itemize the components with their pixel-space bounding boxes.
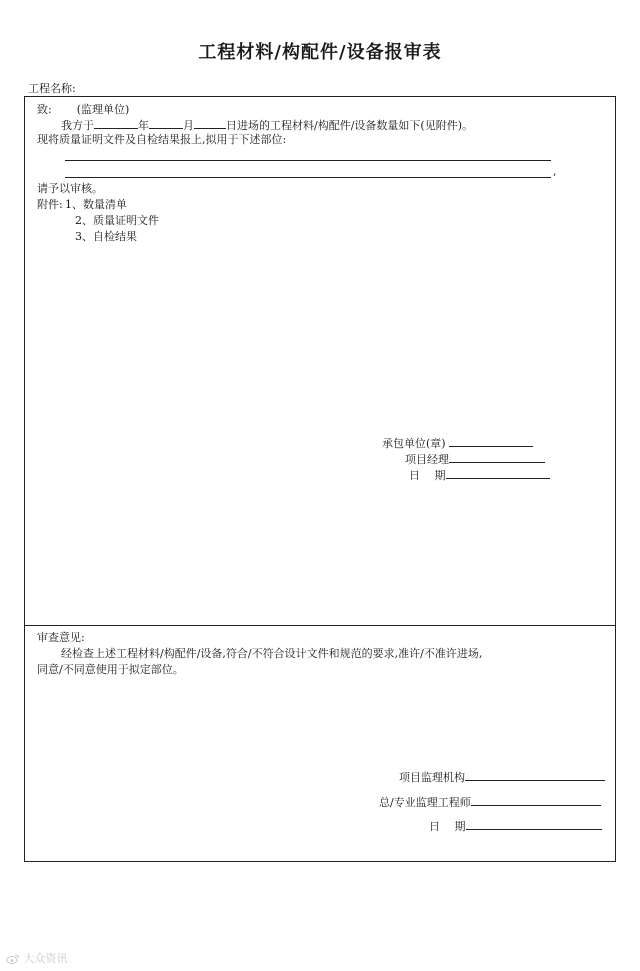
submit-line: 现将质量证明文件及自检结果报上,拟用于下述部位: bbox=[37, 133, 287, 146]
year-blank[interactable] bbox=[94, 118, 138, 129]
upper-date-row bbox=[409, 468, 550, 483]
month-blank[interactable] bbox=[149, 118, 183, 129]
engineer-field[interactable] bbox=[471, 795, 601, 806]
location-line-1[interactable] bbox=[65, 160, 551, 161]
watermark-text: 大众资讯 bbox=[23, 952, 68, 965]
location-line-2[interactable] bbox=[65, 177, 551, 178]
to-prefix: 致: bbox=[37, 103, 52, 116]
project-name-label: 工程名称: bbox=[28, 82, 76, 95]
engineer-label: 总/专业监理工程师 bbox=[379, 796, 471, 809]
attachment-item-1: 1、数量清单 bbox=[65, 198, 127, 211]
supervision-org-label: 项目监理机构 bbox=[399, 771, 465, 784]
form-box bbox=[24, 96, 616, 862]
contractor-unit-row bbox=[382, 436, 533, 451]
to-line bbox=[37, 103, 129, 117]
year-text: 年 bbox=[138, 119, 149, 132]
form-title: 工程材料/构配件/设备报审表 bbox=[198, 42, 442, 63]
review-text-2: 同意/不同意使用于拟定部位。 bbox=[37, 663, 184, 676]
arrival-line bbox=[61, 118, 473, 133]
project-manager-label: 项目经理 bbox=[405, 453, 449, 466]
we-text: 我方于 bbox=[61, 119, 94, 132]
lower-date-label: 日 期 bbox=[429, 820, 466, 833]
month-text: 月 bbox=[183, 119, 194, 132]
engineer-row bbox=[379, 795, 601, 810]
upper-date-label: 日 期 bbox=[409, 469, 446, 482]
day-blank[interactable] bbox=[194, 118, 226, 129]
lower-date-row bbox=[429, 819, 602, 834]
supervision-org-row bbox=[399, 770, 605, 785]
to-target: (监理单位) bbox=[76, 103, 130, 116]
supervision-org-field[interactable] bbox=[465, 770, 605, 781]
contractor-unit-field[interactable] bbox=[449, 436, 533, 447]
attachment-item-3: 3、自检结果 bbox=[75, 230, 137, 243]
project-manager-row bbox=[405, 452, 545, 467]
contractor-unit-label: 承包单位(章) bbox=[382, 437, 446, 450]
attachments-label: 附件: bbox=[37, 198, 63, 211]
upper-date-field[interactable] bbox=[446, 468, 550, 479]
watermark bbox=[6, 950, 68, 966]
arrival-rest: 日进场的工程材料/构配件/设备数量如下(见附件)。 bbox=[226, 119, 473, 132]
review-text-1: 经检查上述工程材料/构配件/设备,符合/不符合设计文件和规范的要求,准许/不准许进场, bbox=[61, 647, 483, 660]
review-request: 请予以审核。 bbox=[37, 182, 103, 195]
weibo-logo-icon bbox=[6, 954, 20, 964]
comma: , bbox=[553, 165, 557, 178]
review-title: 审查意见: bbox=[37, 631, 85, 644]
lower-date-field[interactable] bbox=[466, 819, 602, 830]
project-manager-field[interactable] bbox=[449, 452, 545, 463]
attachment-item-2: 2、质量证明文件 bbox=[75, 214, 159, 227]
section-divider bbox=[25, 625, 615, 626]
